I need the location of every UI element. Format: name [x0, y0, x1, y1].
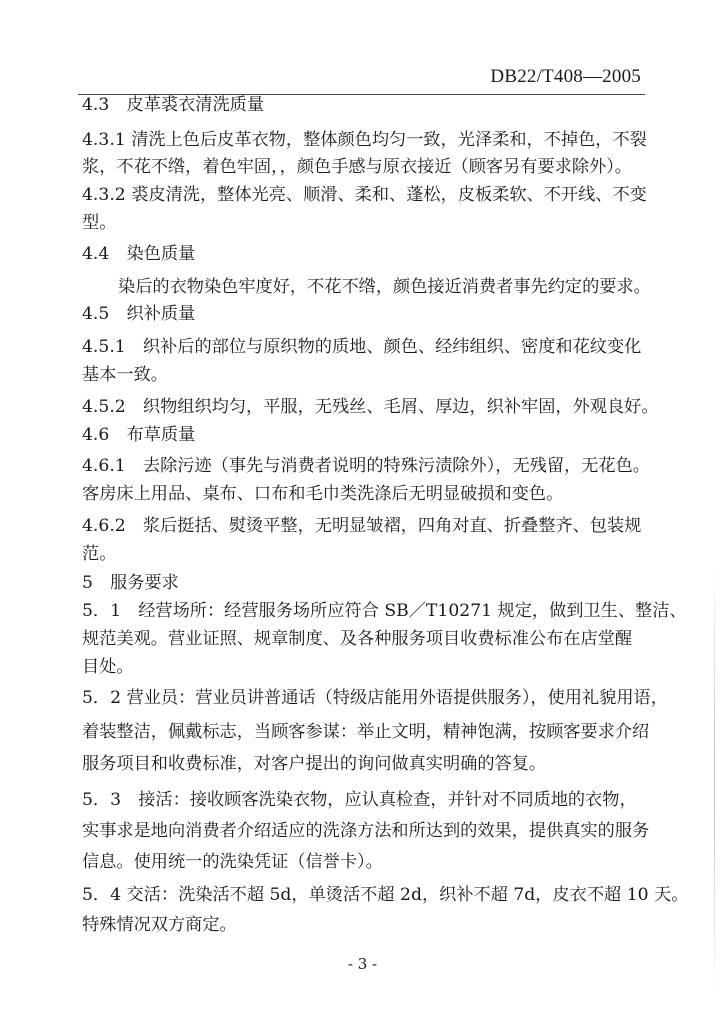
paragraph-line: 信息。使用统一的洗染凭证（信誉卡）。 [82, 852, 383, 872]
paragraph-line: 基本一致。 [82, 365, 168, 385]
section-heading-4-4: 4.4 染色质量 [82, 244, 196, 264]
paragraph-line: 5．1 经营场所：经营服务场所应符合 SB／T10271 规定，做到卫生、整洁、 [82, 601, 687, 621]
paragraph-line: 4.6.2 浆后挺括、熨烫平整，无明显皱褶，四角对直、折叠整齐、包装规 [82, 516, 642, 536]
paragraph-line: 范。 [82, 544, 117, 564]
paragraph-line: 4.3.1 清洗上色后皮革衣物，整体颜色均匀一致，光泽柔和，不掉色，不裂 [82, 130, 647, 150]
paragraph-line: 4.5.2 织物组织均匀，平服，无残丝、毛屑、厚边，织补牢固，外观良好。 [82, 397, 659, 417]
paragraph-line: 型。 [82, 213, 117, 233]
paragraph-line: 5．3 接活：接收顾客洗染衣物，应认真检查，并针对不同质地的衣物， [82, 790, 637, 810]
paragraph-line: 4.6.1 去除污迹（事先与消费者说明的特殊污渍除外），无残留，无花色。 [82, 456, 650, 476]
paragraph-line: 4.5.1 织补后的部位与原织物的质地、颜色、经纬组织、密度和花纹变化 [82, 337, 642, 357]
page-number: - 3 - [347, 955, 378, 973]
standard-code: DB22/T408—2005 [490, 66, 641, 87]
paragraph-line: 目处。 [82, 657, 134, 677]
paragraph-line: 客房床上用品、桌布、口布和毛巾类洗涤后无明显破损和变色。 [82, 484, 564, 504]
paragraph-line: 5．4 交活：洗染活不超 5d，单烫活不超 2d，织补不超 7d，皮衣不超 10 天。 [82, 885, 689, 905]
paragraph-line: 4.3.2 裘皮清洗，整体光亮、顺滑、柔和、蓬松，皮板柔软、不开线、不变 [82, 185, 647, 205]
paragraph-line: 着装整洁，佩戴标志，当顾客参谋：举止文明，精神饱满，按顾客要求介绍 [82, 722, 650, 742]
paragraph-line: 规范美观。营业证照、规章制度、及各种服务项目收费标准公布在店堂醒 [82, 629, 633, 649]
paragraph-line: 5．2 营业员：营业员讲普通话（特级店能用外语提供服务），使用礼貌用语， [82, 688, 668, 708]
section-heading-4-5: 4.5 织补质量 [82, 304, 196, 324]
section-heading-4-3: 4.3 皮革裘衣清洗质量 [82, 95, 265, 115]
paragraph-line: 实事求是地向消费者介绍适应的洗涤方法和所达到的效果，提供真实的服务 [82, 821, 650, 841]
paragraph-line: 浆，不花不绺，着色牢固，，颜色手感与原衣接近（顾客另有要求除外）。 [82, 157, 632, 177]
section-heading-5: 5 服务要求 [82, 573, 179, 593]
paragraph-line: 染后的衣物染色牢度好，不花不绺，颜色接近消费者事先约定的要求。 [118, 277, 651, 297]
paragraph-line: 特殊情况双方商定。 [82, 915, 237, 935]
scan-edge-mark [714, 560, 715, 1000]
section-heading-4-6: 4.6 布草质量 [82, 425, 196, 445]
paragraph-line: 服务项目和收费标准，对客户提出的询问做真实明确的答复。 [82, 754, 547, 774]
